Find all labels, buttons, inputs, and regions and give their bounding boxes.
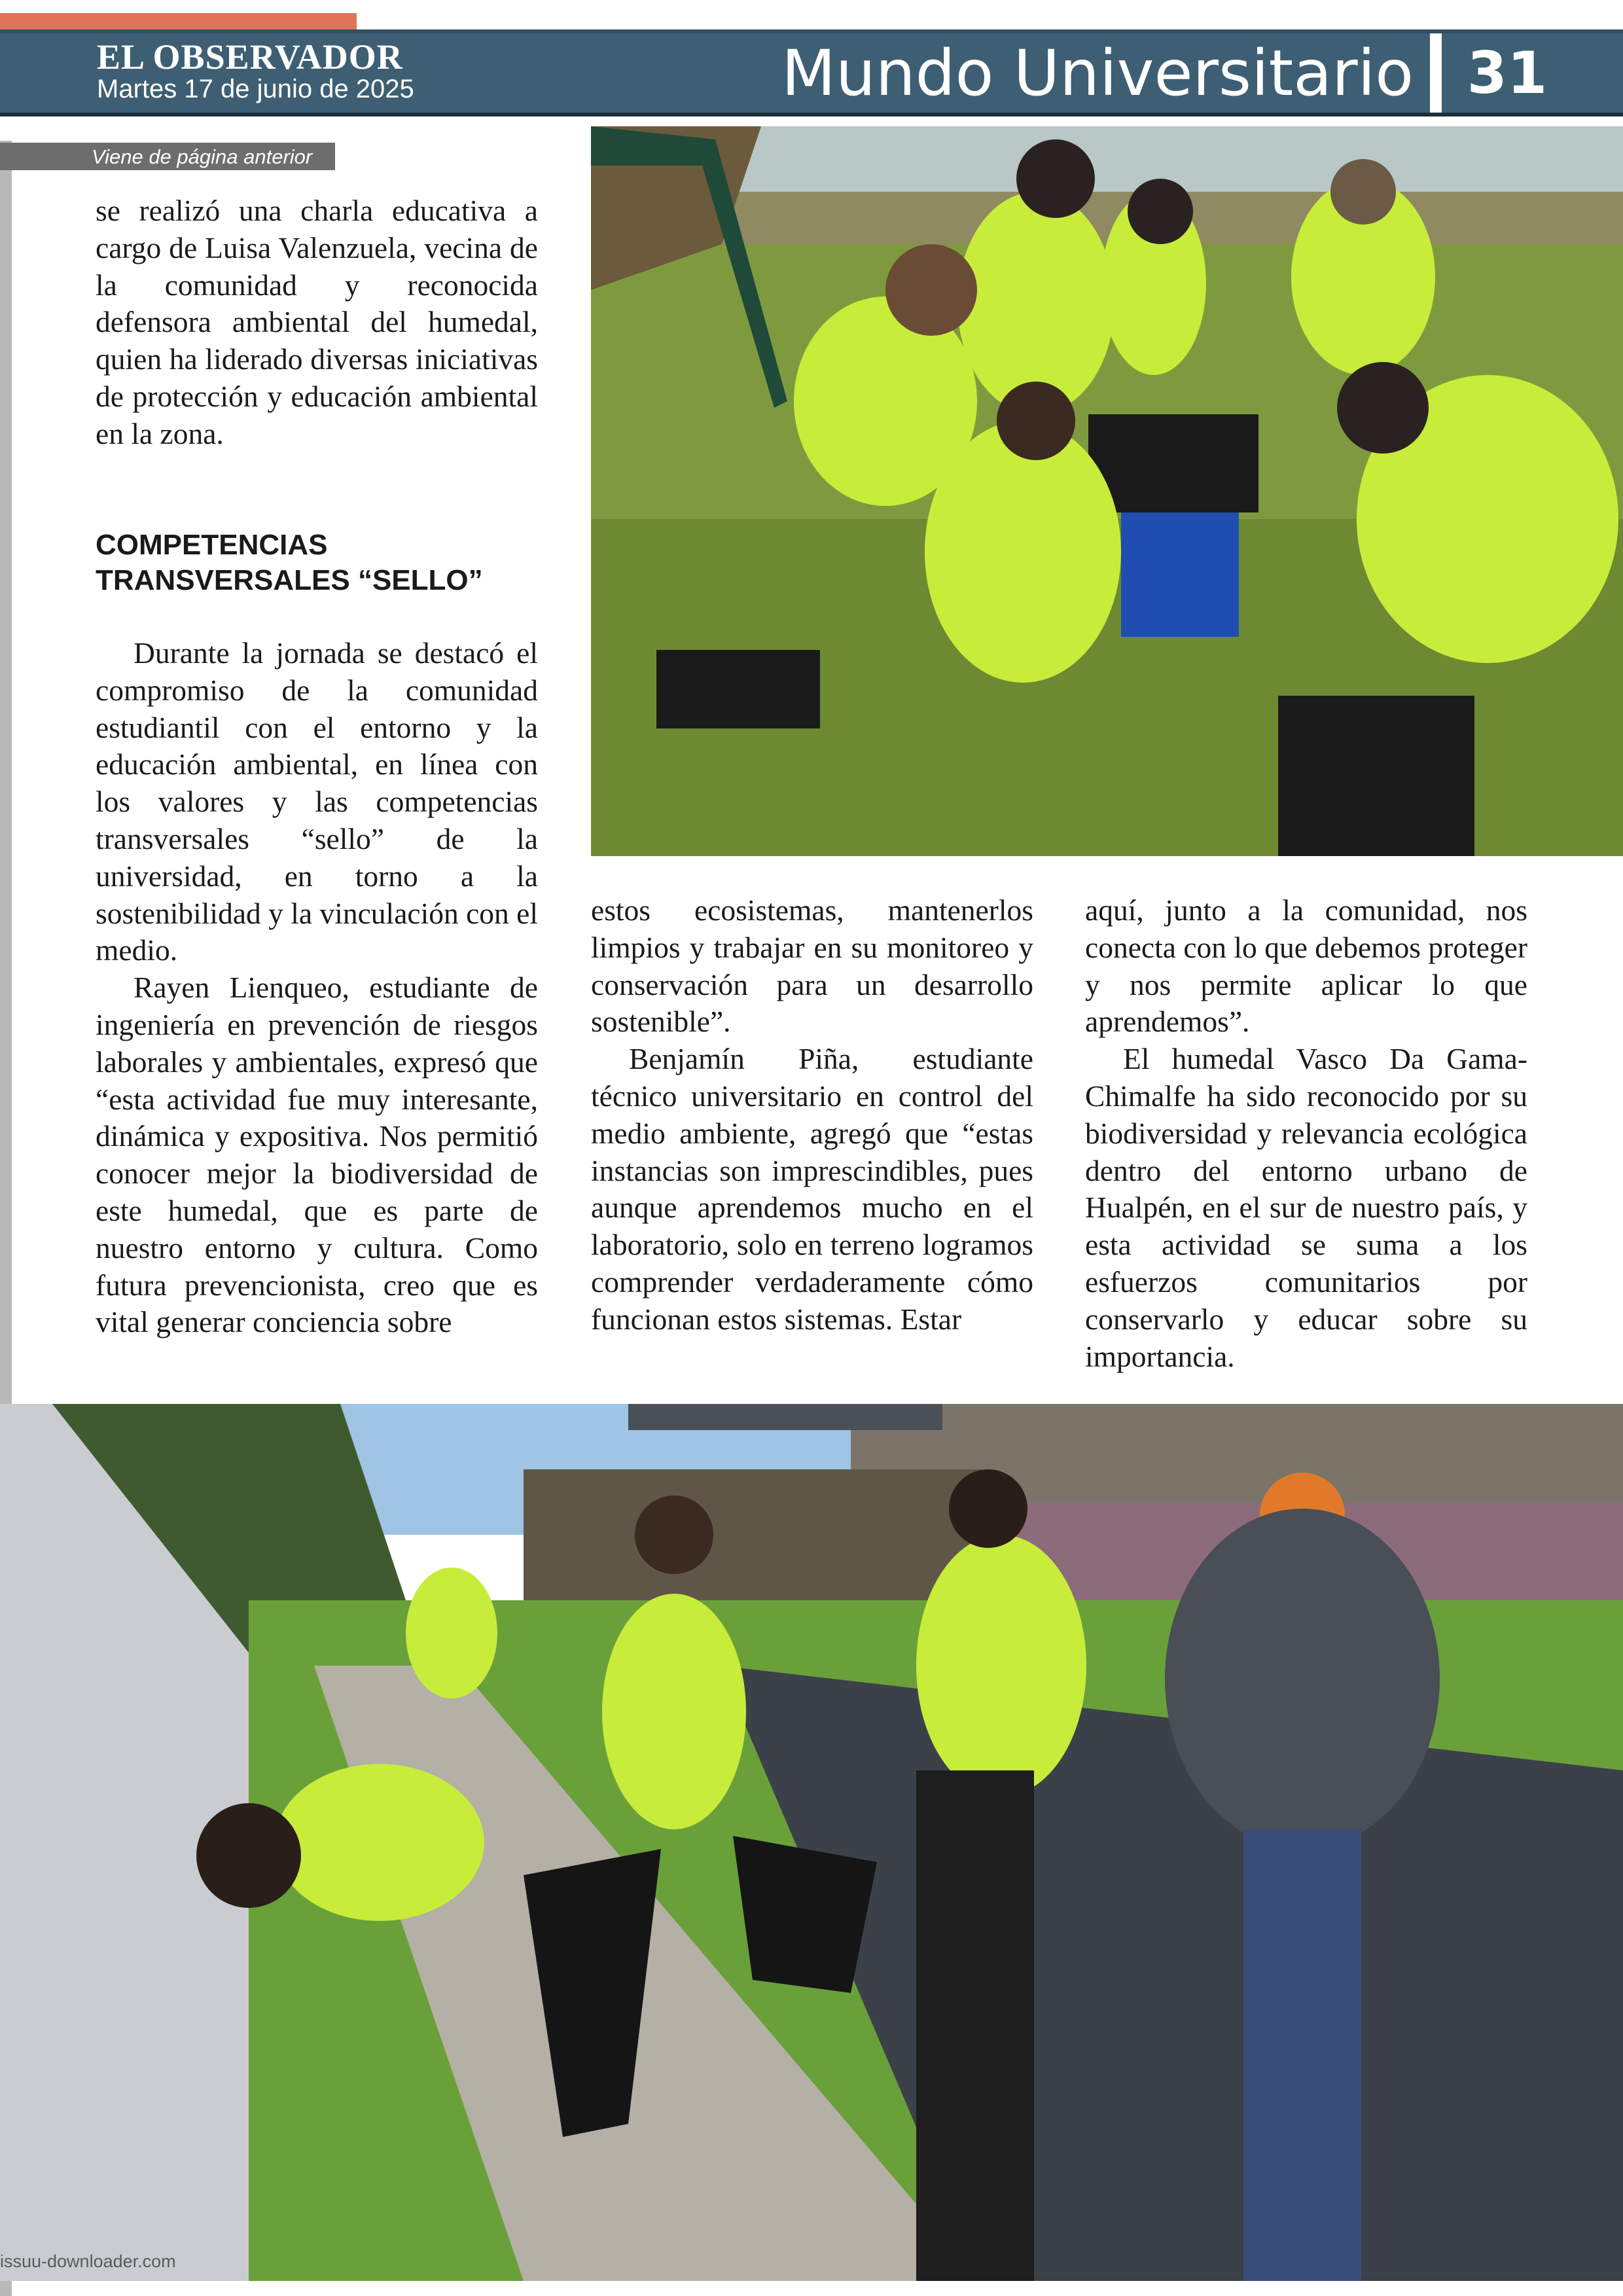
article-paragraph: Rayen Lienqueo, estudiante de ingeniería en prevención de riesgos laborales y ambientales, expresó que “esta actividad fue muy interesante, dinámica y expositiva. Nos permitió conocer mejor la biodiversidad de este humedal, que es parte de nuestro entorno y cultura. Como futura prevencionista, creo que es vital generar conciencia sobre bbox=[96, 971, 538, 1339]
photo-students-field-monitoring bbox=[591, 126, 1623, 856]
section-title: Mundo Universitario bbox=[781, 37, 1414, 110]
article-column-2 bbox=[591, 892, 1033, 1338]
header-accent-strip bbox=[0, 13, 357, 31]
watermark: issuu-downloader.com bbox=[0, 2251, 176, 2271]
article-subhead: COMPETENCIAS TRANSVERSALES “SELLO” bbox=[96, 529, 483, 596]
photo-volunteers-cleanup-walk bbox=[0, 1404, 1623, 2281]
continued-label: Viene de página anterior bbox=[92, 145, 313, 168]
issue-date: Martes 17 de junio de 2025 bbox=[97, 75, 414, 103]
article-paragraph: El humedal Vasco Da Gama-Chimalfe ha sido reconocido por su biodiversidad y relevancia ecológica dentro del entorno urbano de Hualpén, en el sur de nuestro país, y esta actividad se suma a los esfuerzos comunitarios por conservarlo y educar sobre su importancia. bbox=[1085, 1042, 1527, 1373]
article-paragraph: aquí, junto a la comunidad, nos conecta con lo que debemos proteger y nos permite aplicar lo que aprendemos”. bbox=[1085, 893, 1527, 1039]
newspaper-name: EL OBSERVADOR bbox=[97, 37, 403, 77]
article-column-1-continued bbox=[96, 635, 538, 1341]
article-column-3 bbox=[1085, 892, 1527, 1375]
article-paragraph: Benjamín Piña, estudiante técnico universitario en control del medio ambiente, agregó que “estas instancias son imprescindibles, pues aunque aprendemos mucho en el laboratorio, solo en terreno logramos comprender verdaderamente cómo funcionan estos sistemas. Estar bbox=[591, 1042, 1033, 1336]
continued-tag bbox=[0, 143, 335, 170]
article-paragraph: Durante la jornada se destacó el compromiso de la comunidad estudiantil con el entorno y la educación ambiental, en línea con los valores y las competencias transversales “sello” de la universidad, en torno a la sostenibilidad y la vinculación con el medio. bbox=[96, 636, 539, 967]
page-number: 31 bbox=[1467, 39, 1548, 107]
article-paragraph: se realizó una charla educativa a cargo de Luisa Valenzuela, vecina de la comunidad y reconocida defensora ambiental del humedal, quien ha liderado diversas iniciativas de protección y educación ambiental en la zona. bbox=[96, 194, 538, 450]
header-bottom-rule bbox=[0, 113, 1623, 117]
header-separator bbox=[1430, 33, 1442, 113]
article-paragraph: estos ecosistemas, mantenerlos limpios y trabajar en su monitoreo y conservación para un desarrollo sostenible”. bbox=[591, 893, 1033, 1039]
article-column-1 bbox=[96, 192, 538, 453]
